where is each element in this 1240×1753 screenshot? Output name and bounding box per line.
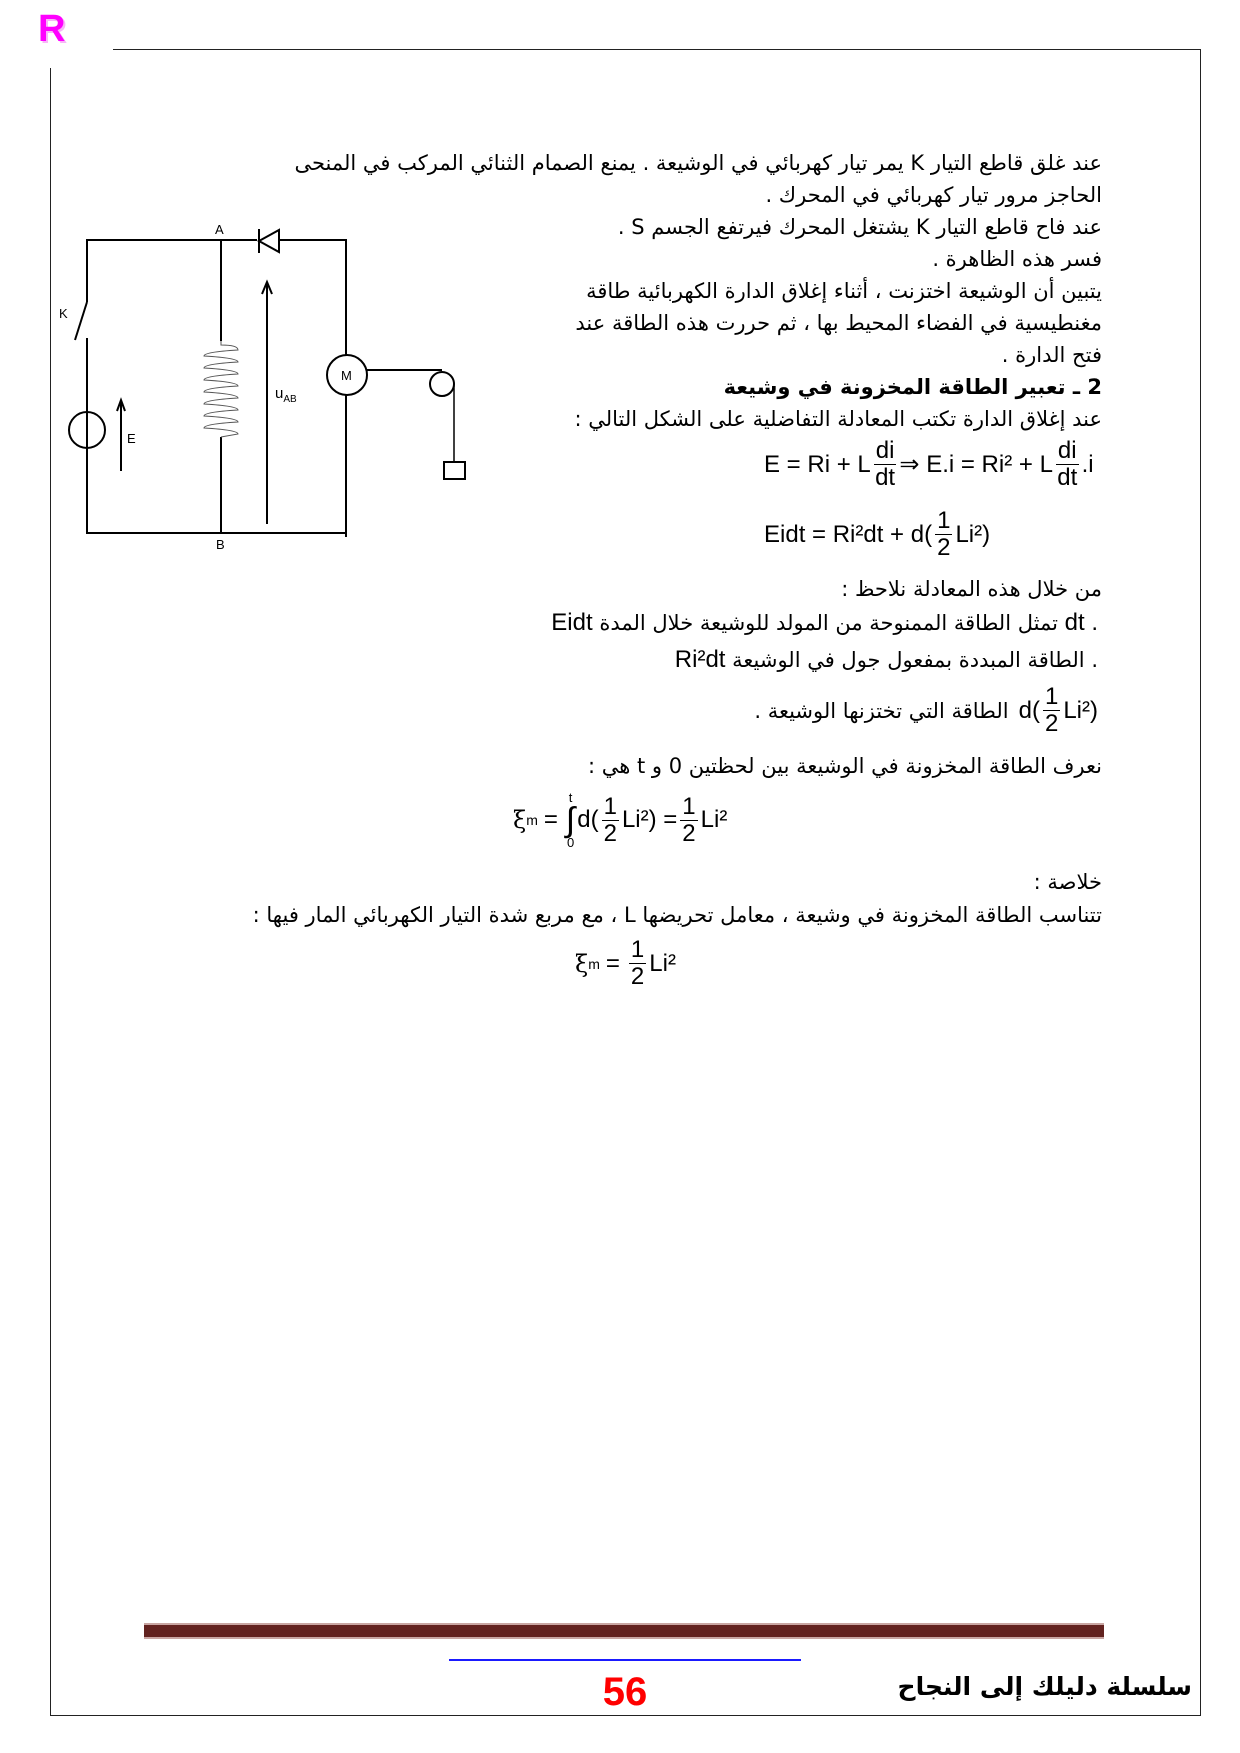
page-border-bottom xyxy=(50,1715,1201,1716)
equation-2: Eidt = Ri²dt + d( $\frac{1}{2}$ Li²) xyxy=(764,507,991,561)
paragraph-line: مغنطيسية في الفضاء المحيط بها ، ثم حررت هذه الطاقة عند xyxy=(575,311,1102,335)
paragraph-line: فتح الدارة . xyxy=(1001,343,1102,367)
page-number: 56 xyxy=(602,1670,648,1714)
equation-4: ξ m = $\frac{1}{2}$ Li² xyxy=(575,936,676,990)
equation-1: E = Ri + L $\frac{di}{dt}$ ⇒ E.i = Ri² + L $\frac{di}{dt}$ .i xyxy=(764,437,1094,491)
equation-3: ξ m = t ∫ 0 d( $\frac{1}{2}$ Li²) = $\frac{1}{2}$ Li² xyxy=(513,790,728,850)
page-border-right xyxy=(1200,49,1201,1716)
paragraph-line: الحاجز مرور تيار كهربائي في المحرك . xyxy=(765,183,1102,207)
paragraph-line: يتبين أن الوشيعة اختزنت ، أثناء إغلاق الدارة الكهربائية طاقة xyxy=(586,279,1102,303)
pulley-icon xyxy=(430,372,454,396)
circuit-diagram xyxy=(50,215,490,555)
label-uab: $u_{AB}$ xyxy=(275,385,297,405)
paragraph-line: عند إغلاق الدارة تكتب المعادلة التفاضلية على الشكل التالي : xyxy=(574,407,1102,431)
mass-s-box xyxy=(444,462,465,479)
observation-2: Ri²dt الطاقة المبددة بمفعول جول في الوشيعة . xyxy=(674,646,1098,673)
footer-blue-line xyxy=(449,1659,801,1661)
logo: R xyxy=(38,8,66,50)
paragraph-line: عند غلق قاطع التيار K يمر تيار كهربائي في الوشيعة . يمنع الصمام الثنائي المركب في المنحى xyxy=(294,151,1102,175)
observation-1: Eidt تمثل الطاقة الممنوحة من المولد للوشيعة خلال المدة dt . xyxy=(551,609,1098,636)
diode-symbol xyxy=(259,229,279,253)
label-k: K xyxy=(59,306,68,321)
label-e: E xyxy=(127,431,136,446)
page-border-top xyxy=(113,49,1201,50)
paragraph-line: عند فاح قاطع التيار K يشتغل المحرك فيرتفع الجسم S . xyxy=(617,215,1102,239)
series-title: سلسلة دليلك إلى النجاح xyxy=(897,1672,1192,1701)
observation-3: d( $\frac{1}{2}$ Li²) الطاقة التي تختزنها الوشيعة . xyxy=(754,683,1098,737)
label-m: M xyxy=(341,368,352,383)
coil-symbol xyxy=(204,341,238,437)
paragraph-line: من خلال هذه المعادلة نلاحظ : xyxy=(841,577,1102,601)
label-a: A xyxy=(215,222,224,237)
conclusion-text: تتناسب الطاقة المخزونة في وشيعة ، معامل تحريضها L ، مع مربع شدة التيار الكهربائي المار فيها : xyxy=(252,903,1102,927)
paragraph-line: فسر هذه الظاهرة . xyxy=(932,247,1102,271)
label-b: B xyxy=(216,537,225,552)
section-heading: 2 ـ تعبير الطاقة المخزونة في وشيعة xyxy=(723,375,1102,399)
circuit-wires xyxy=(87,240,346,537)
footer-divider xyxy=(144,1623,1104,1639)
switch-k xyxy=(75,302,87,340)
paragraph-line: نعرف الطاقة المخزونة في الوشيعة بين لحظتين 0 و t هي : xyxy=(587,754,1102,778)
conclusion-title: خلاصة : xyxy=(1033,870,1102,894)
